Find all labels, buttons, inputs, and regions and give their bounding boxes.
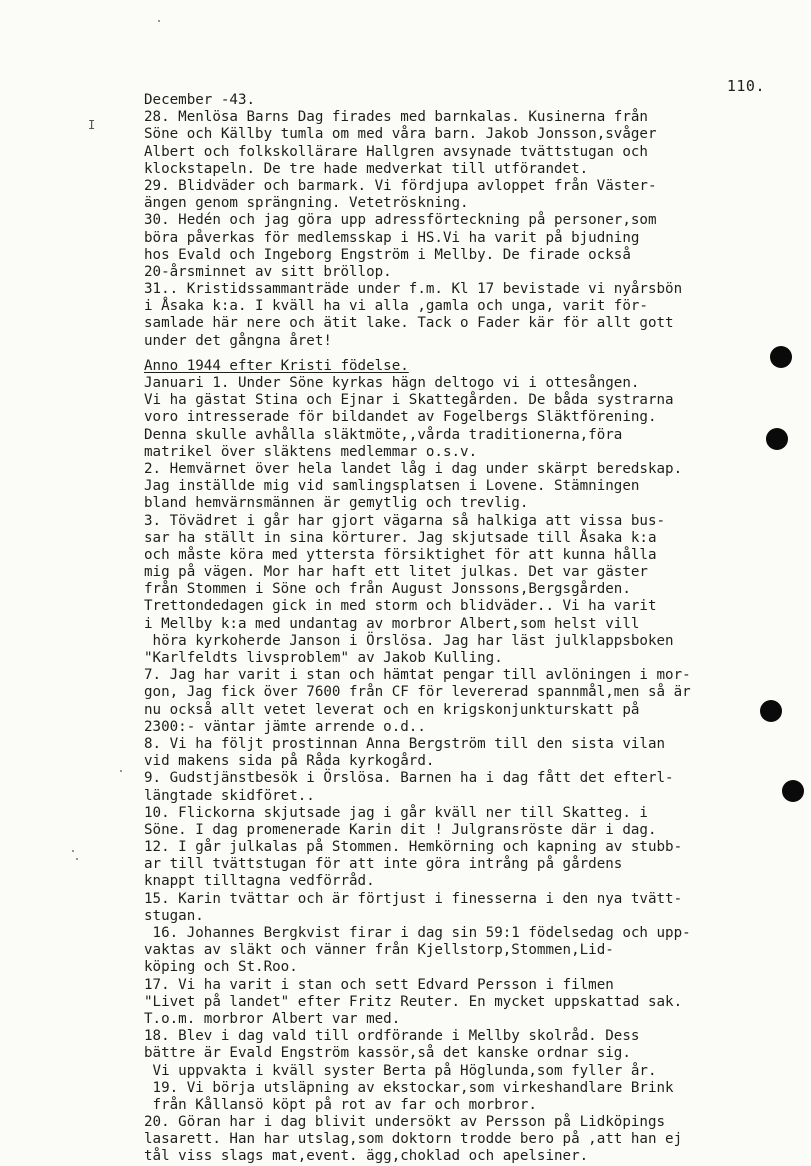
- text-line: 2300:- väntar jämte arrende o.d..: [144, 718, 426, 735]
- text-line: lasarett. Han har utslag,som doktorn trodde bero på ,att han ej: [144, 1131, 683, 1148]
- text-line: i Mellby k:a med undantag av morbror Albert,som helst vill: [144, 615, 640, 632]
- speck: [76, 858, 78, 860]
- text-line: böra påverkas för medlemsskap i HS.Vi ha varit på bjudning: [144, 229, 640, 246]
- text-line: vaktas av släkt och vänner från Kjellstorp,Stommen,Lid-: [144, 942, 614, 959]
- text-line: 9. Gudstjänstbesök i Örslösa. Barnen ha i dag fått det efterl-: [144, 770, 674, 787]
- text-line: 31.. Kristidssammanträde under f.m. Kl 17 bevistade vi nyårsbön: [144, 281, 683, 298]
- text-line: 7. Jag har varit i stan och hämtat pengar till avlöningen i mor-: [144, 667, 691, 684]
- text-line: 3. Tövädret i går har gjort vägarna så halkiga att vissa bus-: [144, 512, 666, 529]
- text-line: Denna skulle avhålla släktmöte,,vårda traditionerna,föra: [144, 426, 623, 443]
- margin-mark: I: [88, 118, 96, 132]
- speck: [158, 20, 160, 22]
- text-line: ängen genom sprängning. Vetetröskning.: [144, 195, 469, 212]
- speck: [72, 850, 74, 852]
- text-line: 20. Göran har i dag blivit undersökt av Persson på Lidköpings: [144, 1114, 666, 1131]
- text-line: under det gångna året!: [144, 332, 332, 349]
- text-line: nu också allt vetet leverat och en krigskonjunkturskatt på: [144, 701, 640, 718]
- text-line: Söne. I dag promenerade Karin dit ! Julgransröste där i dag.: [144, 821, 657, 838]
- text-line: höra kyrkoherde Janson i Örslösa. Jag har läst julklappsboken: [144, 632, 674, 649]
- text-line: gon, Jag fick över 7600 från CF för levererad spannmål,men så är: [144, 684, 691, 701]
- text-line: "Karlfeldts livsproblem" av Jakob Kulling.: [144, 650, 503, 666]
- text-line: vid makens sida på Råda kyrkogård.: [144, 753, 435, 770]
- text-line: Vi uppvakta i kväll syster Berta på Höglunda,som fyller år.: [144, 1062, 657, 1079]
- text-line: 8. Vi ha följt prostinnan Anna Bergström till den sista vilan: [144, 735, 666, 752]
- text-line: mig på vägen. Mor har haft ett litet julkas. Det var gäster: [144, 564, 648, 581]
- text-line: samlade här nere och ätit lake. Tack o Fader kär för allt gott: [144, 315, 674, 332]
- text-line: 20-årsminnet av sitt bröllop.: [144, 263, 392, 280]
- text-line: och måste köra med yttersta försiktighet för att kunna hålla: [144, 546, 657, 563]
- text-line: 17. Vi ha varit i stan och sett Edvard Persson i filmen: [144, 976, 614, 993]
- text-line: 2. Hemvärnet över hela landet låg i dag under skärpt beredskap.: [144, 460, 683, 477]
- text-line: voro intresserade för bildandet av Fogelbergs Släktförening.: [144, 409, 657, 426]
- text-line: stugan.: [144, 907, 204, 924]
- text-line: Trettondedagen gick in med storm och blidväder.. Vi ha varit: [144, 598, 657, 615]
- section-heading: Anno 1944 efter Kristi födelse.: [144, 357, 409, 374]
- text-line: 16. Johannes Bergkvist firar i dag sin 59:1 födelsedag och upp-: [144, 925, 691, 941]
- text-line: "Livet på landet" efter Fritz Reuter. En mycket uppskattad sak.: [144, 993, 683, 1010]
- text-line: tål viss slags mat,event. ägg,choklad och apelsiner.: [144, 1148, 589, 1165]
- punch-hole: [782, 780, 804, 802]
- text-line: 19. Vi börja utsläpning av ekstockar,som virkeshandlare Brink: [144, 1079, 674, 1096]
- text-line: T.o.m. morbror Albert var med.: [144, 1010, 401, 1027]
- text-line: 10. Flickorna skjutsade jag i går kväll ner till Skatteg. i: [144, 804, 648, 821]
- text-line: 30. Hedén och jag göra upp adressförteckning på personer,som: [144, 212, 657, 229]
- text-line: längtade skidföret..: [144, 787, 315, 804]
- text-line: knappt tilltagna vedförråd.: [144, 873, 375, 890]
- text-line: 28. Menlösa Barns Dag firades med barnkalas. Kusinerna från: [144, 109, 648, 126]
- text-line: från Kållansö köpt på rot av far och morbror.: [144, 1096, 537, 1113]
- text-line: 12. I går julkalas på Stommen. Hemkörning och kapning av stubb-: [144, 839, 683, 856]
- text-line: Januari 1. Under Söne kyrkas hägn deltogo vi i ottesången.: [144, 375, 640, 391]
- text-line: köping och St.Roo.: [144, 959, 298, 976]
- text-line: klockstapeln. De tre hade medverkat till utförandet.: [144, 160, 589, 177]
- text-line: matrikel över släktens medlemmar o.s.v.: [144, 443, 478, 460]
- text-line: 15. Karin tvättar och är förtjust i finesserna i den nya tvätt-: [144, 890, 683, 907]
- text-line: Vi ha gästat Stina och Ejnar i Skattegården. De båda systrarna: [144, 392, 674, 409]
- text-line: bättre är Evald Engström kassör,så det kanske ordnar sig.: [144, 1045, 631, 1062]
- text-line: December -43.: [144, 92, 256, 108]
- diary-text: [144, 92, 776, 1166]
- text-line: i Åsaka k:a. I kväll ha vi alla ,gamla och unga, varit för-: [144, 298, 648, 315]
- text-line: 18. Blev i dag vald till ordförande i Mellby skolråd. Dess: [144, 1028, 640, 1045]
- text-line: 29. Blidväder och barmark. Vi fördjupa avloppet från Väster-: [144, 177, 657, 194]
- text-line: Albert och folkskollärare Hallgren avsynade tvättstugan och: [144, 143, 648, 160]
- speck: [120, 770, 122, 772]
- text-line: från Stommen i Söne och från August Jonssons,Bergsgården.: [144, 581, 631, 598]
- text-line: hos Evald och Ingeborg Engström i Mellby. De firade också: [144, 246, 631, 263]
- text-line: bland hemvärnsmännen är gemytlig och trevlig.: [144, 495, 529, 512]
- page-number: 110.: [726, 77, 765, 95]
- text-line: Jag inställde mig vid samlingsplatsen i Lovene. Stämningen: [144, 478, 640, 495]
- text-line: Söne och Källby tumla om med våra barn. Jakob Jonsson,svåger: [144, 126, 657, 143]
- text-line: ar till tvättstugan för att inte göra intrång på gårdens: [144, 856, 623, 873]
- text-line: sar ha ställt in sina körturer. Jag skjutsade till Åsaka k:a: [144, 529, 657, 546]
